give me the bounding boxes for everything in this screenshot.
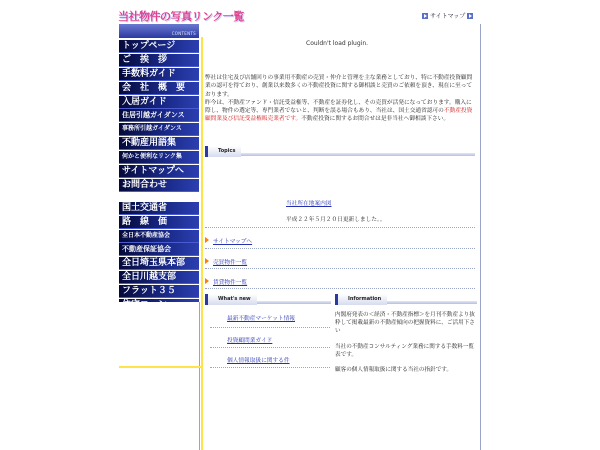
dotted-divider	[210, 347, 330, 348]
nav-company-profile[interactable]: 会 社 概 要	[119, 82, 199, 95]
nav-glossary[interactable]: 不動産用語集	[119, 137, 199, 150]
ext-link-saitama[interactable]: 全日埼玉県本部	[119, 257, 199, 270]
location-map-link[interactable]: 当社所在地案内図	[286, 201, 332, 207]
nav-useful-links[interactable]: 何かと便利なリンク集	[119, 151, 199, 164]
whats-new-title: What's new	[205, 294, 257, 305]
information-header-line	[387, 301, 477, 304]
nav-gap	[119, 193, 199, 202]
ext-link-flat35[interactable]: フラット３５	[119, 285, 199, 298]
topics-header	[205, 146, 475, 157]
whats-new-link-market[interactable]: 最新不動産マーケット情報	[227, 316, 295, 322]
topics-link-sales-list[interactable]: 売買物件一覧	[213, 260, 248, 266]
sidebar-nav	[119, 40, 199, 313]
topics-header-line	[241, 153, 475, 156]
intro-line-1: 弊社は住宅及び店舗回りの事業用不動産の売買・仲介と管理を主な業務としており、特に不動産投資顧問業の認可を得ており、創業以来数多くの不動産投資に関する御相談と売買のご依頼を頂き、現在に至っております。	[205, 75, 473, 98]
nav-home-moving-guide[interactable]: 住居引越ガイダンス	[119, 109, 199, 122]
whats-new-header-line	[257, 301, 331, 304]
ext-link-hosho[interactable]: 不動産保証協会	[119, 243, 199, 256]
topics-link-rental-list[interactable]: 賃貸物件一覧	[213, 280, 248, 286]
arrow-right-icon	[422, 13, 428, 19]
ext-link-rosenka[interactable]: 路 線 価	[119, 216, 199, 229]
plugin-error-message: Couldn't load plugin.	[306, 40, 369, 47]
dotted-divider	[205, 268, 475, 269]
arrow-right-icon	[467, 13, 473, 19]
intro-text	[205, 74, 475, 124]
info-paragraph-indicators: 内閣府発表の＜経済・不動産指標＞を月刊不動産より抜粋して掲載最新の不動産傾向の把握資料に、ご活用下さい	[335, 312, 475, 335]
site-logo[interactable]: 当社物件の写真リンク一覧	[118, 10, 244, 23]
information-title: Information	[335, 294, 387, 305]
topics-title: Topics	[205, 146, 241, 157]
dotted-divider	[205, 288, 475, 289]
sitemap-top-link[interactable]	[422, 11, 473, 20]
nav-sitemap[interactable]: サイトマップへ	[119, 165, 199, 178]
nav-move-in-guide[interactable]: 入居ガイド	[119, 96, 199, 109]
intro-line-3: 不動産投資に関するお問合せは是非当社へ御相談下さい。	[301, 116, 450, 123]
dotted-divider	[210, 327, 330, 328]
arrow-right-icon	[205, 278, 209, 284]
contents-label: CONTENTS	[171, 31, 196, 36]
whats-new-header	[205, 294, 331, 305]
information-header	[335, 294, 477, 305]
intro-line-2: 昨今は、不動産ファンド・信託受益権等、不動産を証券化し、その売買が活発になっております。購入に際し、物件の選定等、専門業者でないと、判断を誤る場合もあり、当社は、国土交通省認可の	[205, 99, 472, 115]
ext-link-mlit[interactable]: 国土交通省	[119, 202, 199, 215]
intro-red-notice: 不動産投資顧問業及び信託受益権販売業者です。	[205, 108, 473, 123]
nav-contact[interactable]: お問合わせ	[119, 179, 199, 192]
topics-link-sitemap[interactable]: サイトマップへ	[213, 239, 253, 245]
information-body	[335, 311, 477, 381]
nav-fee-guide[interactable]: 手数料ガイド	[119, 68, 199, 81]
yellow-horizontal-divider	[119, 366, 203, 368]
dotted-divider	[205, 248, 475, 249]
dotted-divider	[205, 227, 475, 228]
dotted-divider	[210, 367, 330, 368]
nav-office-moving-guide[interactable]: 事務所引越ガイダンス	[119, 123, 199, 136]
update-notice: 平成２２年５月２０日更新しました。。	[286, 217, 386, 223]
whats-new-link-advisory[interactable]: 投資顧問業ガイド	[227, 338, 273, 344]
sidebar-footer-area	[119, 302, 200, 450]
contents-tab	[119, 24, 199, 38]
nav-top-page[interactable]: トップページ	[119, 40, 199, 53]
ext-link-zennichi[interactable]: 全日本不動産協会	[119, 230, 199, 243]
arrow-right-icon	[205, 258, 209, 264]
whats-new-link-privacy[interactable]: 個人情報取扱に関する件	[227, 358, 290, 364]
ext-link-kawagoe[interactable]: 全日川越支部	[119, 271, 199, 284]
nav-greeting[interactable]: ご 挨 拶	[119, 54, 199, 67]
yellow-vertical-divider	[201, 37, 203, 450]
sitemap-top-label: サイトマップ	[430, 13, 466, 20]
info-paragraph-privacy: 顧客の個人情報取扱に関する当社の指針です。	[335, 367, 453, 374]
arrow-right-icon	[205, 237, 209, 243]
right-divider	[480, 24, 481, 450]
info-paragraph-fees: 当社の不動産コンサルティング業務に関する手数料一覧表です。	[335, 343, 475, 358]
